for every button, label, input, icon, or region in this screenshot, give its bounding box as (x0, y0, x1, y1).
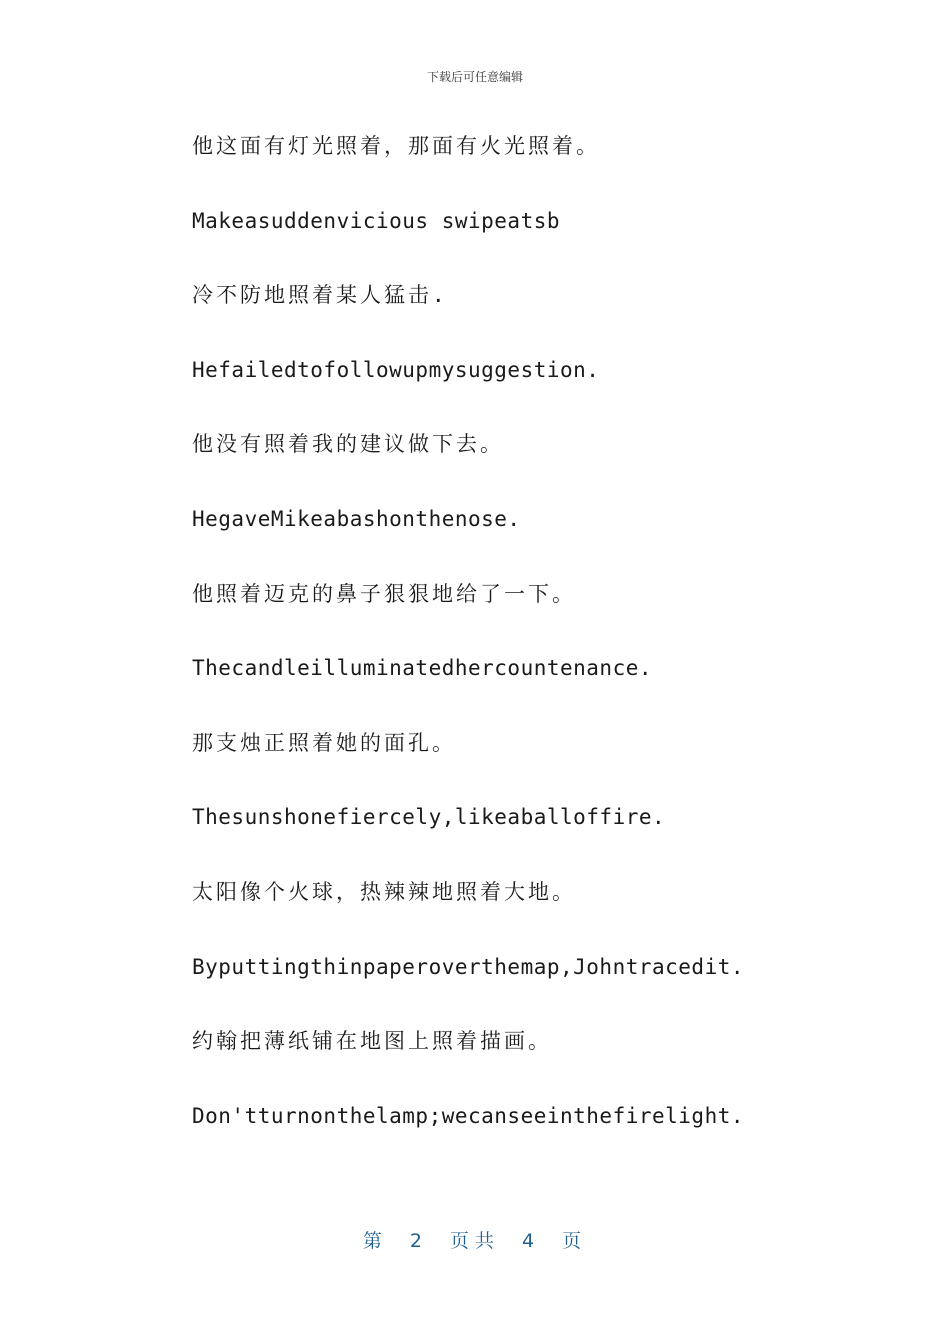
text-line: 冷不防地照着某人猛击. (192, 283, 448, 308)
text-line: 他照着迈克的鼻子狠狠地给了一下。 (192, 581, 576, 606)
text-line: Makeasuddenvicious swipeatsb (192, 208, 561, 233)
header-note: 下载后可任意编辑 (426, 70, 523, 84)
text-line: 约翰把薄纸铺在地图上照着描画。 (192, 1029, 552, 1054)
text-line: Byputtingthinpaperoverthemap,Johntracedit. (192, 954, 745, 979)
page-footer: 第 2 页共 4 页 (362, 1230, 588, 1252)
text-line: 太阳像个火球，热辣辣地照着大地。 (192, 879, 576, 904)
text-line: 那支烛正照着她的面孔。 (192, 730, 456, 755)
text-line: Don'tturnonthelamp;wecanseeinthefirelight. (192, 1103, 745, 1128)
text-line: HegaveMikeabashonthenose. (192, 506, 521, 531)
text-line: Thecandleilluminatedhercountenance. (192, 656, 653, 681)
document-body (192, 128, 832, 1172)
text-line: 他没有照着我的建议做下去。 (192, 432, 504, 457)
text-line: Thesunshonefiercely,likeaballoffire. (192, 805, 666, 830)
text-line: 他这面有灯光照着，那面有火光照着。 (192, 134, 600, 158)
text-line: Hefailedtofollowupmysuggestion. (192, 357, 600, 382)
